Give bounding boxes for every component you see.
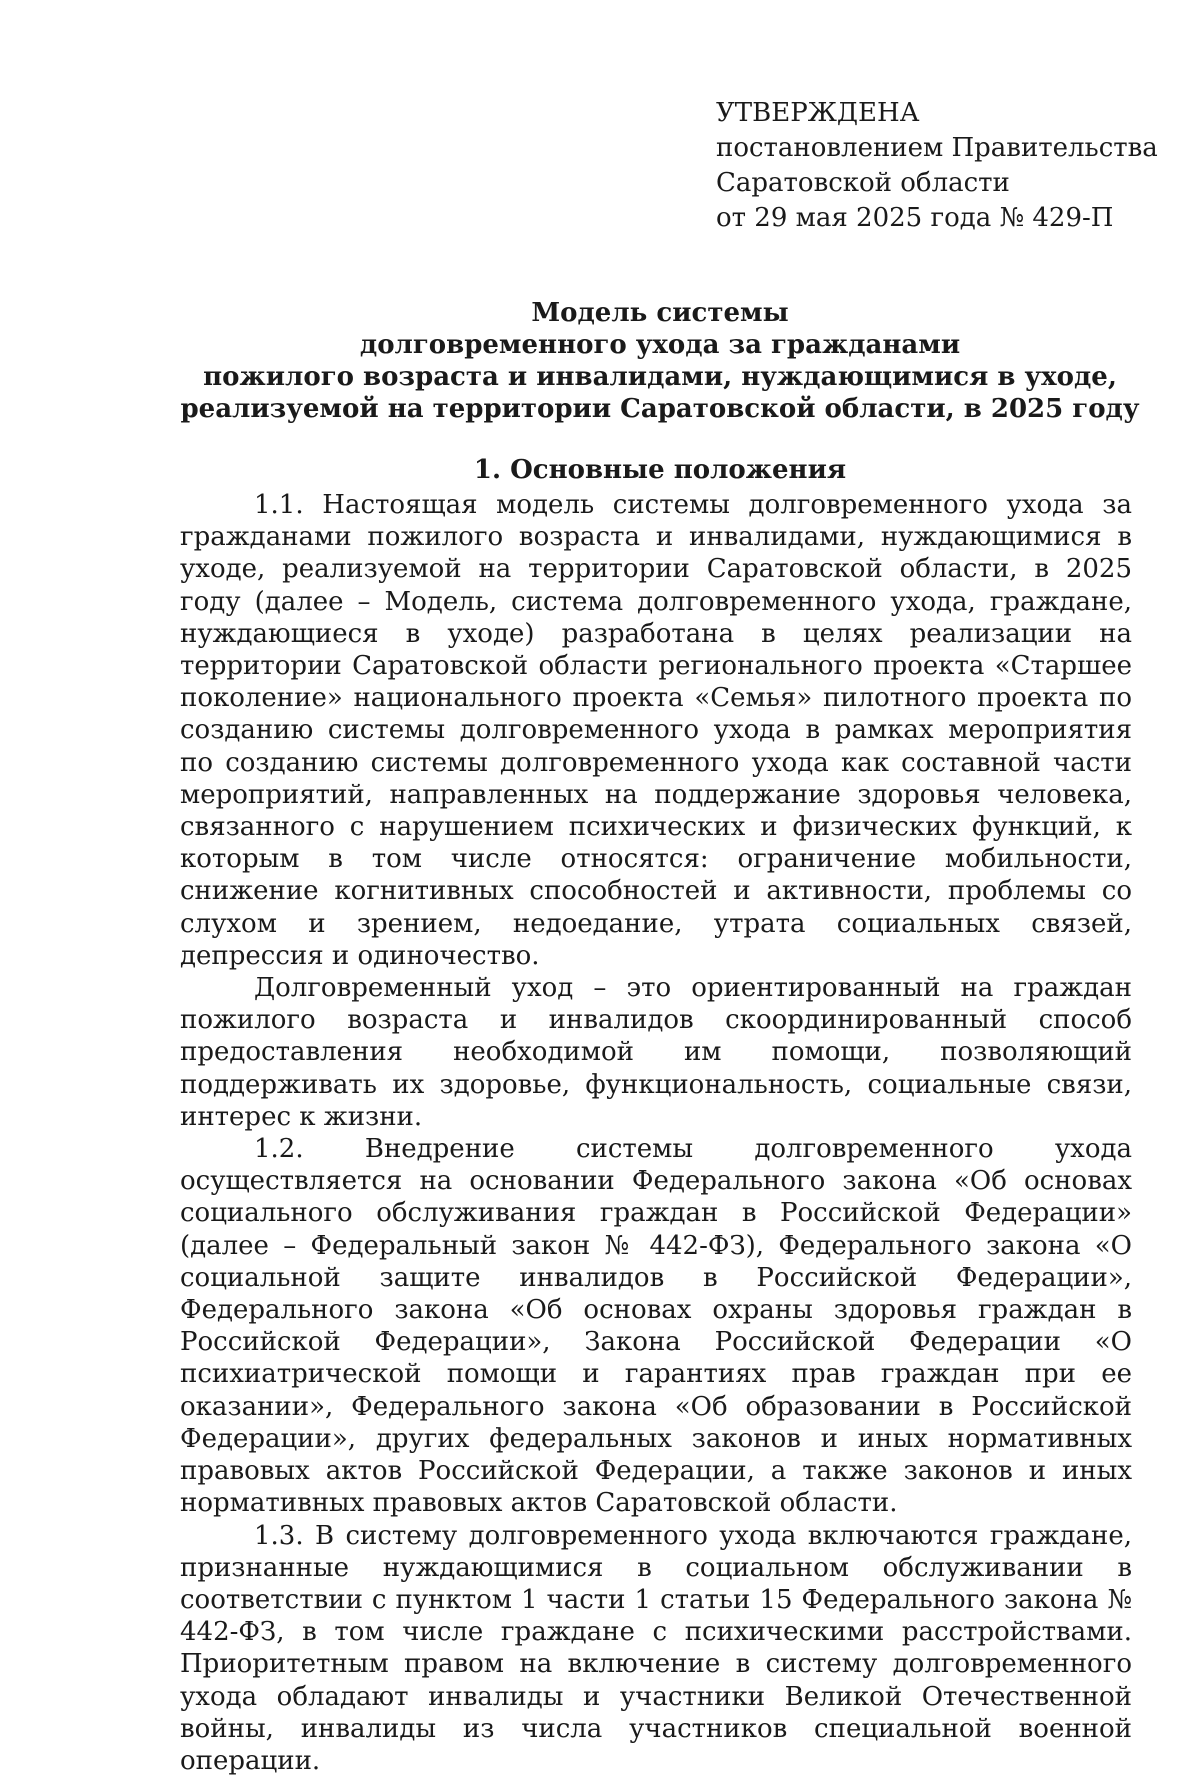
- approval-line-2: постановлением Правительства: [716, 131, 1156, 166]
- paragraph-1-3: 1.3. В систему долговременного ухода включаются граждане, признанные нуждающимися в социальном обслуживании в соответствии с пунктом 1 части 1 статьи 15 Федерального закона № 442-ФЗ, в том числе граждане с психическими расстройствами. Приоритетным правом на включение в систему долговременного ухода обладают инвалиды и участники Великой Отечественной войны, инвалиды из числа участников специальной военной операции.: [180, 1520, 1132, 1777]
- paragraph-1-2: 1.2. Внедрение системы долговременного ухода осуществляется на основании Федерального закона «Об основах социального обслуживания граждан в Российской Федерации» (далее – Федеральный закон № 442-ФЗ), Федерального закона «О социальной защите инвалидов в Российской Федерации», Федерального закона «Об основах охраны здоровья граждан в Российской Федерации», Закона Российской Федерации «О психиатрической помощи и гарантиях прав граждан при ее оказании», Федерального закона «Об образовании в Российской Федерации», других федеральных законов и иных нормативных правовых актов Российской Федерации, а также законов и иных нормативных правовых актов Саратовской области.: [180, 1133, 1132, 1519]
- title-line-3: пожилого возраста и инвалидами, нуждающимися в уходе,: [180, 361, 1140, 393]
- approval-stamp: [716, 96, 1156, 236]
- title-line-2: долговременного ухода за гражданами: [180, 329, 1140, 361]
- section-body: [180, 489, 1132, 1777]
- title-line-1: Модель системы: [180, 297, 1140, 329]
- approval-line-4: от 29 мая 2025 года № 429-П: [716, 201, 1156, 236]
- approval-line-1: УТВЕРЖДЕНА: [716, 96, 1156, 131]
- paragraph-1-1: 1.1. Настоящая модель системы долговременного ухода за гражданами пожилого возраста и инвалидами, нуждающимися в уходе, реализуемой на территории Саратовской области, в 2025 году (далее – Модель, система долговременного ухода, граждане, нуждающиеся в уходе) разработана в целях реализации на территории Саратовской области регионального проекта «Старшее поколение» национального проекта «Семья» пилотного проекта по созданию системы долговременного ухода в рамках мероприятия по созданию системы долговременного ухода как составной части мероприятий, направленных на поддержание здоровья человека, связанного с нарушением психических и физических функций, к которым в том числе относятся: ограничение мобильности, снижение когнитивных способностей и активности, проблемы со слухом и зрением, недоедание, утрата социальных связей, депрессия и одиночество.: [180, 489, 1132, 972]
- paragraph-definition: Долговременный уход – это ориентированный на граждан пожилого возраста и инвалидов скоординированный способ предоставления необходимой им помощи, позволяющий поддерживать их здоровье, функциональность, социальные связи, интерес к жизни.: [180, 972, 1132, 1133]
- title-line-4: реализуемой на территории Саратовской области, в 2025 году: [180, 393, 1140, 425]
- approval-line-3: Саратовской области: [716, 166, 1156, 201]
- section-heading: 1. Основные положения: [180, 454, 1140, 486]
- document-title: [180, 297, 1140, 425]
